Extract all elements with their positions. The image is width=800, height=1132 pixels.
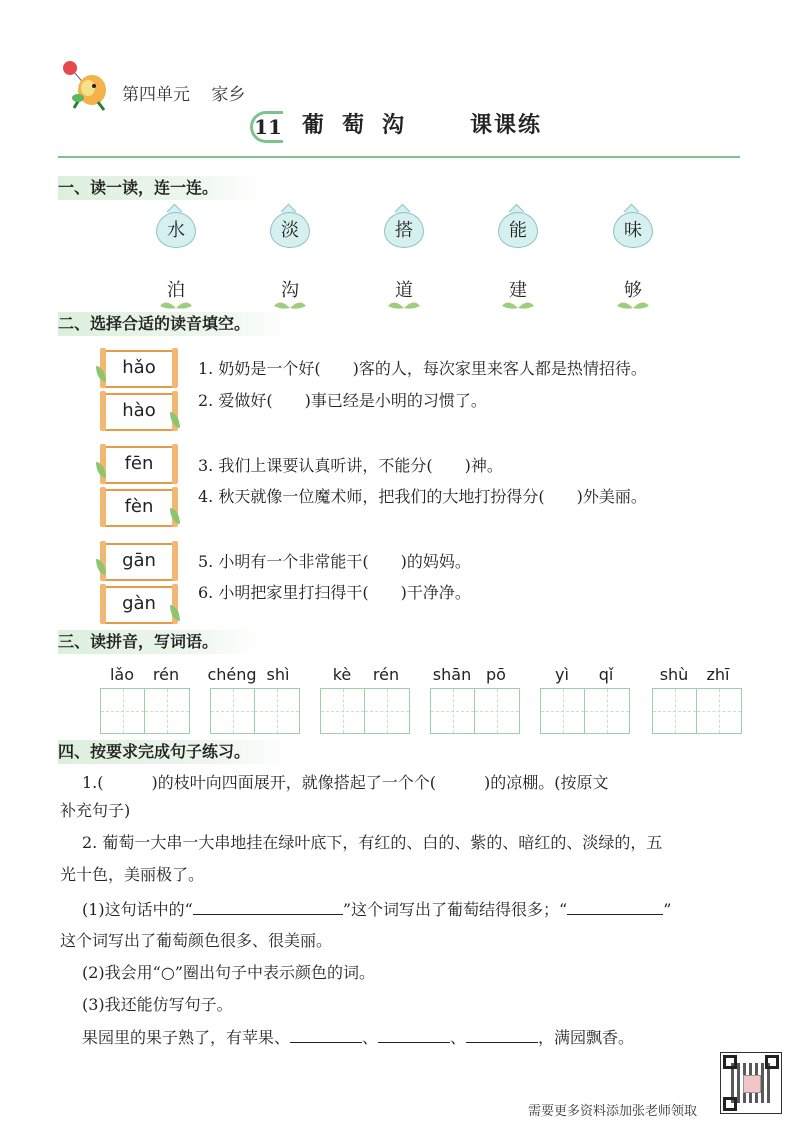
- answer-blank[interactable]: [378, 1026, 450, 1043]
- unit-label: [122, 80, 261, 105]
- peach-card: [156, 208, 196, 246]
- sub1-part-c: ”: [663, 900, 672, 919]
- section2-heading: 二、选择合适的读音填空。: [58, 312, 290, 336]
- question-line: 5. 小明有一个非常能干( )的妈妈。: [198, 552, 471, 571]
- q2-line-b: 光十色，美丽极了。: [60, 865, 205, 884]
- top-word: 水: [167, 220, 185, 241]
- pinyin-option: gàn: [104, 586, 174, 624]
- sub1-part-b: ”这个词写出了葡萄结得很多；“: [342, 900, 568, 919]
- writing-grid[interactable]: [652, 688, 742, 734]
- sub1-part-a: (1)这句话中的“: [82, 900, 193, 919]
- section3-heading: 三、读拼音，写词语。: [58, 630, 258, 654]
- question-line: 3. 我们上课要认真听讲，不能分( )神。: [198, 456, 503, 475]
- top-word: 淡: [281, 220, 299, 241]
- pinyin-option: gān: [104, 543, 174, 581]
- answer-blank[interactable]: [290, 1026, 362, 1043]
- pinyin-syllable: shān: [432, 665, 472, 684]
- top-word: 搭: [395, 220, 413, 241]
- answer-blank[interactable]: [466, 1026, 538, 1043]
- writing-grid[interactable]: [100, 688, 190, 734]
- peach-card: [270, 208, 310, 246]
- question-line: 1. 奶奶是一个好( )客的人，每次家里来客人都是热情招待。: [198, 359, 647, 378]
- lesson-tag: 课课练: [470, 112, 543, 138]
- imitate-end: ，满园飘香。: [538, 1028, 635, 1047]
- unit-number: 第四单元: [122, 85, 190, 105]
- bottom-word: 道: [395, 280, 413, 301]
- lesson-title: 葡萄沟: [302, 112, 423, 138]
- pinyin-option: hào: [104, 393, 174, 431]
- imitate-separator: 、: [362, 1028, 379, 1047]
- pinyin-syllable: pō: [486, 665, 506, 684]
- footer-note: 需要更多资料添加张老师领取: [528, 1104, 698, 1119]
- pinyin-option: fēn: [104, 446, 174, 484]
- pinyin-option: hǎo: [104, 350, 174, 388]
- sprout-icon: [498, 298, 538, 310]
- sub2-line: (2)我会用“○”圈出句子中表示颜色的词。: [82, 963, 375, 982]
- unit-name: 家乡: [211, 85, 246, 105]
- lesson-number: 11: [250, 111, 283, 143]
- pinyin-syllable: shì: [266, 665, 290, 684]
- sprout-icon: [613, 298, 653, 310]
- section4-heading: 四、按要求完成句子练习。: [58, 740, 290, 764]
- imitate-separator: 、: [450, 1028, 467, 1047]
- answer-blank[interactable]: [567, 898, 663, 915]
- q1-line-a: 1.( )的枝叶向四面展开，就像搭起了一个个( )的凉棚。(按原文: [82, 773, 609, 792]
- bottom-word: 沟: [281, 280, 299, 301]
- top-word: 味: [624, 220, 642, 241]
- sub1-line: [82, 898, 772, 921]
- pinyin-syllable: rén: [152, 665, 180, 684]
- pinyin-syllable: zhī: [706, 665, 730, 684]
- section1-heading: 一、读一读，连一连。: [58, 176, 258, 200]
- writing-grid[interactable]: [320, 688, 410, 734]
- bottom-word: 建: [509, 280, 527, 301]
- writing-grid[interactable]: [430, 688, 520, 734]
- pinyin-option: fèn: [104, 489, 174, 527]
- top-word: 能: [509, 220, 527, 241]
- bottom-word: 泊: [167, 280, 185, 301]
- q2-line-a: 2. 葡萄一大串一大串地挂在绿叶底下，有红的、白的、紫的、暗红的、淡绿的，五: [82, 833, 663, 852]
- peach-card: [498, 208, 538, 246]
- sprout-icon: [156, 298, 196, 310]
- pinyin-syllable: shù: [659, 665, 689, 684]
- qr-code-icon: [720, 1052, 782, 1114]
- bottom-word: 够: [624, 280, 642, 301]
- header-divider: [58, 156, 740, 158]
- peach-card: [384, 208, 424, 246]
- pinyin-syllable: qǐ: [598, 665, 614, 684]
- sprout-icon: [270, 298, 310, 310]
- writing-grid[interactable]: [540, 688, 630, 734]
- question-line: 2. 爱做好( )事已经是小明的习惯了。: [198, 391, 487, 410]
- peach-card: [613, 208, 653, 246]
- sub3-line: (3)我还能仿写句子。: [82, 995, 233, 1014]
- pinyin-syllable: yì: [555, 665, 569, 684]
- imitate-start: 果园里的果子熟了，有苹果、: [82, 1028, 291, 1047]
- pinyin-syllable: lǎo: [109, 665, 135, 684]
- sub1-line-d: 这个词写出了葡萄颜色很多、很美丽。: [60, 931, 333, 950]
- pinyin-syllable: rén: [372, 665, 400, 684]
- imitate-line: [82, 1026, 772, 1049]
- pinyin-syllable: kè: [332, 665, 352, 684]
- answer-blank[interactable]: [193, 898, 343, 915]
- sprout-icon: [384, 298, 424, 310]
- pinyin-syllable: chéng: [207, 665, 257, 684]
- question-line: 4. 秋天就像一位魔术师，把我们的大地打扮得分( )外美丽。: [198, 487, 647, 506]
- q1-line-b: 补充句子): [60, 801, 131, 820]
- mascot-icon: [58, 58, 114, 112]
- question-line: 6. 小明把家里打扫得干( )干净净。: [198, 583, 471, 602]
- writing-grid[interactable]: [210, 688, 300, 734]
